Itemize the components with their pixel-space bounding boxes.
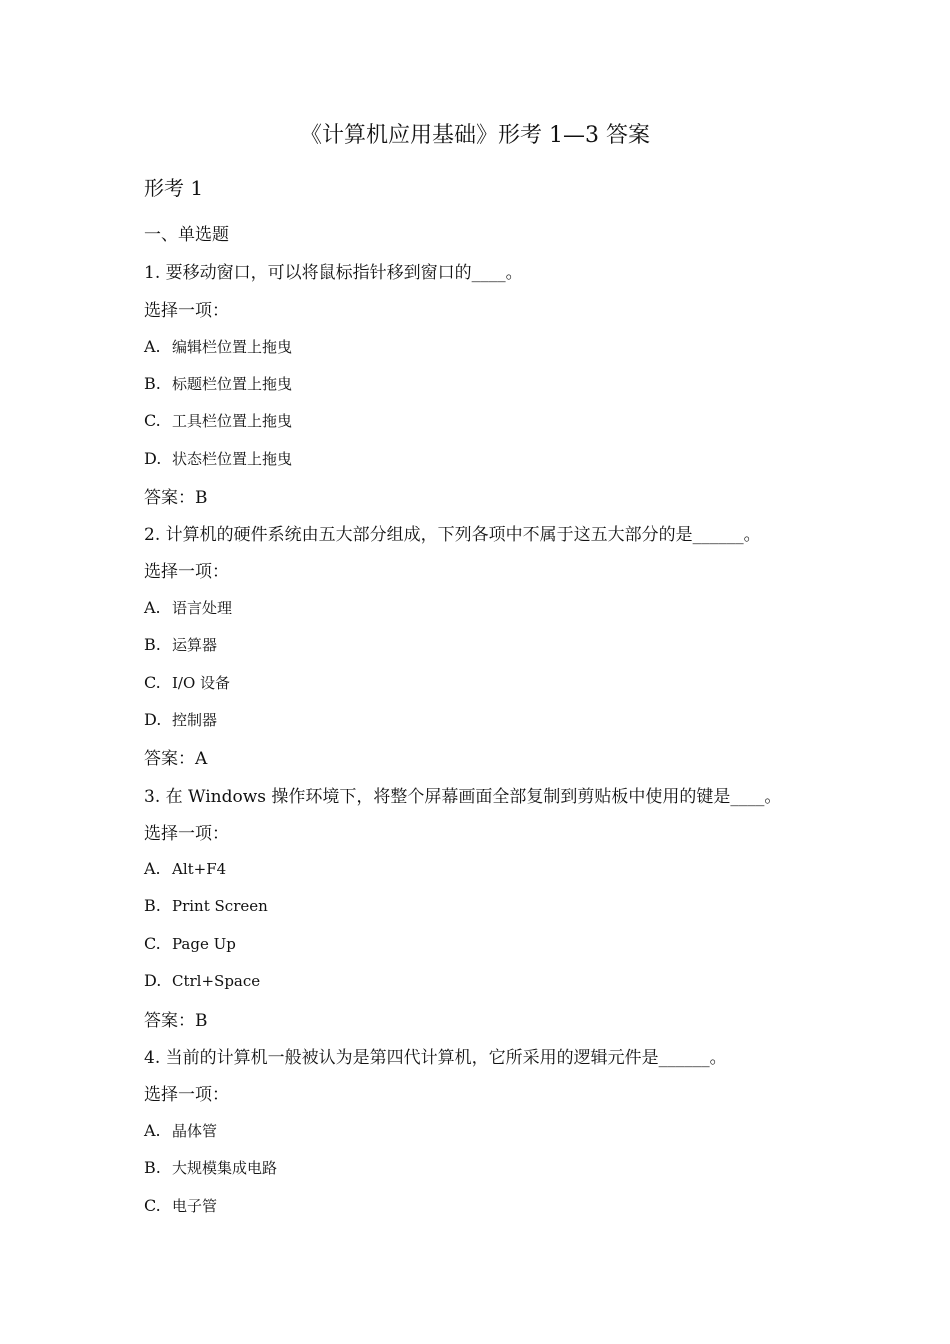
option-letter: C. bbox=[144, 411, 161, 430]
question-2-prompt: 选择一项： bbox=[144, 562, 229, 582]
question-4-option-c bbox=[144, 1195, 217, 1216]
question-1-answer: 答案：B bbox=[144, 488, 208, 508]
option-text: 语言处理 bbox=[172, 599, 233, 617]
question-1-option-d bbox=[144, 448, 292, 469]
question-2-option-c bbox=[144, 672, 230, 693]
option-letter: A. bbox=[144, 1121, 161, 1140]
option-letter: D. bbox=[144, 971, 162, 990]
option-text: 晶体管 bbox=[172, 1122, 218, 1140]
option-letter: A. bbox=[144, 598, 161, 617]
question-3-option-a bbox=[144, 859, 226, 878]
option-letter: B. bbox=[144, 896, 161, 915]
question-2-text: 2. 计算机的硬件系统由五大部分组成，下列各项中不属于这五大部分的是______。 bbox=[144, 525, 761, 545]
question-1-option-b bbox=[144, 373, 292, 394]
option-text: I/O 设备 bbox=[172, 674, 231, 692]
option-text: Ctrl+Space bbox=[172, 972, 261, 990]
question-1-prompt: 选择一项： bbox=[144, 301, 229, 321]
option-letter: B. bbox=[144, 1158, 161, 1177]
option-letter: C. bbox=[144, 1196, 161, 1215]
option-text: Alt+F4 bbox=[172, 860, 227, 878]
question-3-text: 3. 在 Windows 操作环境下，将整个屏幕画面全部复制到剪贴板中使用的键是____。 bbox=[144, 787, 782, 807]
question-1-option-c bbox=[144, 410, 292, 431]
option-text: 运算器 bbox=[172, 636, 218, 654]
question-3-option-b bbox=[144, 896, 268, 915]
option-text: 标题栏位置上拖曳 bbox=[172, 375, 293, 393]
option-text: 工具栏位置上拖曳 bbox=[172, 412, 293, 430]
option-text: 状态栏位置上拖曳 bbox=[172, 450, 293, 468]
option-text: 大规模集成电路 bbox=[172, 1159, 278, 1177]
option-text: 编辑栏位置上拖曳 bbox=[172, 338, 293, 356]
question-2-option-b bbox=[144, 634, 217, 655]
option-letter: B. bbox=[144, 374, 161, 393]
question-2-answer: 答案：A bbox=[144, 749, 208, 769]
option-letter: A. bbox=[144, 859, 161, 878]
question-3-option-c bbox=[144, 934, 236, 953]
document-title: 《计算机应用基础》形考 1—3 答案 bbox=[300, 123, 650, 148]
option-letter: C. bbox=[144, 673, 161, 692]
option-text: Print Screen bbox=[172, 897, 268, 915]
option-text: 控制器 bbox=[172, 711, 218, 729]
section-heading: 一、单选题 bbox=[144, 225, 229, 245]
question-1-text: 1. 要移动窗口，可以将鼠标指针移到窗口的____。 bbox=[144, 263, 523, 283]
question-3-answer: 答案：B bbox=[144, 1011, 208, 1031]
question-1-option-a bbox=[144, 336, 292, 357]
option-text: Page Up bbox=[172, 935, 236, 953]
option-letter: B. bbox=[144, 635, 161, 654]
question-4-option-b bbox=[144, 1157, 277, 1178]
question-2-option-a bbox=[144, 597, 232, 618]
option-letter: C. bbox=[144, 934, 161, 953]
option-text: 电子管 bbox=[172, 1197, 218, 1215]
option-letter: D. bbox=[144, 710, 162, 729]
option-letter: A. bbox=[144, 337, 161, 356]
option-letter: D. bbox=[144, 449, 162, 468]
question-4-text: 4. 当前的计算机一般被认为是第四代计算机，它所采用的逻辑元件是______。 bbox=[144, 1048, 727, 1068]
question-3-option-d bbox=[144, 971, 260, 990]
question-2-option-d bbox=[144, 709, 217, 730]
question-3-prompt: 选择一项： bbox=[144, 824, 229, 844]
question-4-prompt: 选择一项： bbox=[144, 1085, 229, 1105]
question-4-option-a bbox=[144, 1120, 217, 1141]
part-heading: 形考 1 bbox=[144, 176, 204, 200]
